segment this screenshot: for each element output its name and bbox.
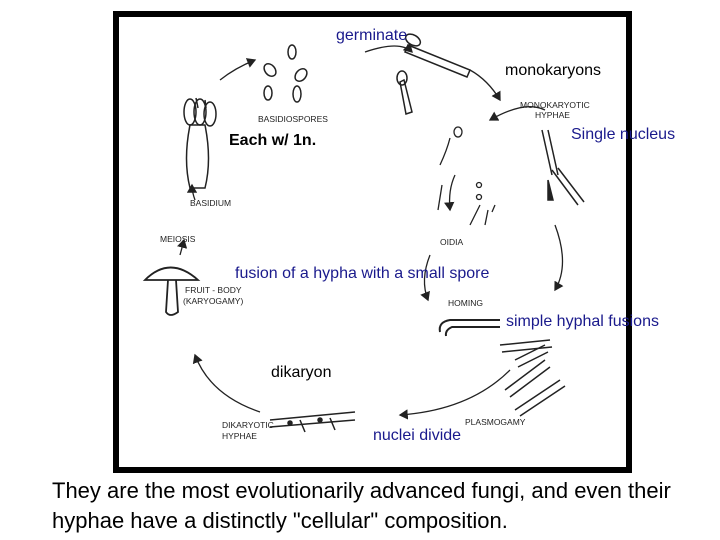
label-fruit-body: FRUIT - BODY (185, 285, 242, 295)
cycle-arrow (450, 175, 455, 210)
annotation-germinate: germinate (336, 27, 408, 44)
annotation-monokaryons: monokaryons (505, 62, 602, 79)
label-dikaryotic: DIKARYOTIC (222, 420, 274, 430)
germinating-spores (397, 32, 470, 114)
annotation-nuclei-divide: nuclei divide (373, 427, 462, 444)
label-meiosis: MEIOSIS (160, 234, 196, 244)
label-basidiospores: BASIDIOSPORES (258, 114, 328, 124)
label-monokaryotic-hyphae: HYPHAE (535, 110, 570, 120)
caption: They are the most evolutionarily advanced fungi, and even their hyphae have a distinctly "cellular" composition. (52, 478, 671, 533)
label-monokaryotic: MONOKARYOTIC (520, 100, 590, 110)
label-basidium: BASIDIUM (190, 198, 232, 208)
annotation-simple-fusions: simple hyphal fusions (506, 313, 659, 330)
label-homing: HOMING (448, 298, 483, 308)
plasmogamy-hyphae (500, 340, 565, 416)
annotation-dikaryon: dikaryon (271, 364, 332, 381)
label-karyogamy: (KARYOGAMY) (183, 296, 244, 306)
annotation-single-nucleus: Single nucleus (571, 126, 676, 143)
cycle-arrow (555, 225, 563, 290)
basidiospores (262, 45, 310, 102)
oidia (438, 127, 495, 225)
cycle-arrow (400, 370, 510, 415)
cycle-arrow (195, 355, 260, 412)
basidium (184, 98, 216, 188)
label-plasmogamy: PLASMOGAMY (465, 417, 526, 427)
label-oidia: OIDIA (440, 237, 464, 247)
dikaryotic-hyphae (270, 412, 355, 432)
cycle-arrow (220, 60, 255, 80)
homing-hypha (440, 320, 500, 336)
annotation-fusion: fusion of a hypha with a small spore (235, 265, 490, 282)
annotation-each-1n: Each w/ 1n. (229, 132, 317, 149)
label-dikaryotic-hyphae: HYPHAE (222, 431, 257, 441)
cycle-arrow (470, 70, 500, 100)
